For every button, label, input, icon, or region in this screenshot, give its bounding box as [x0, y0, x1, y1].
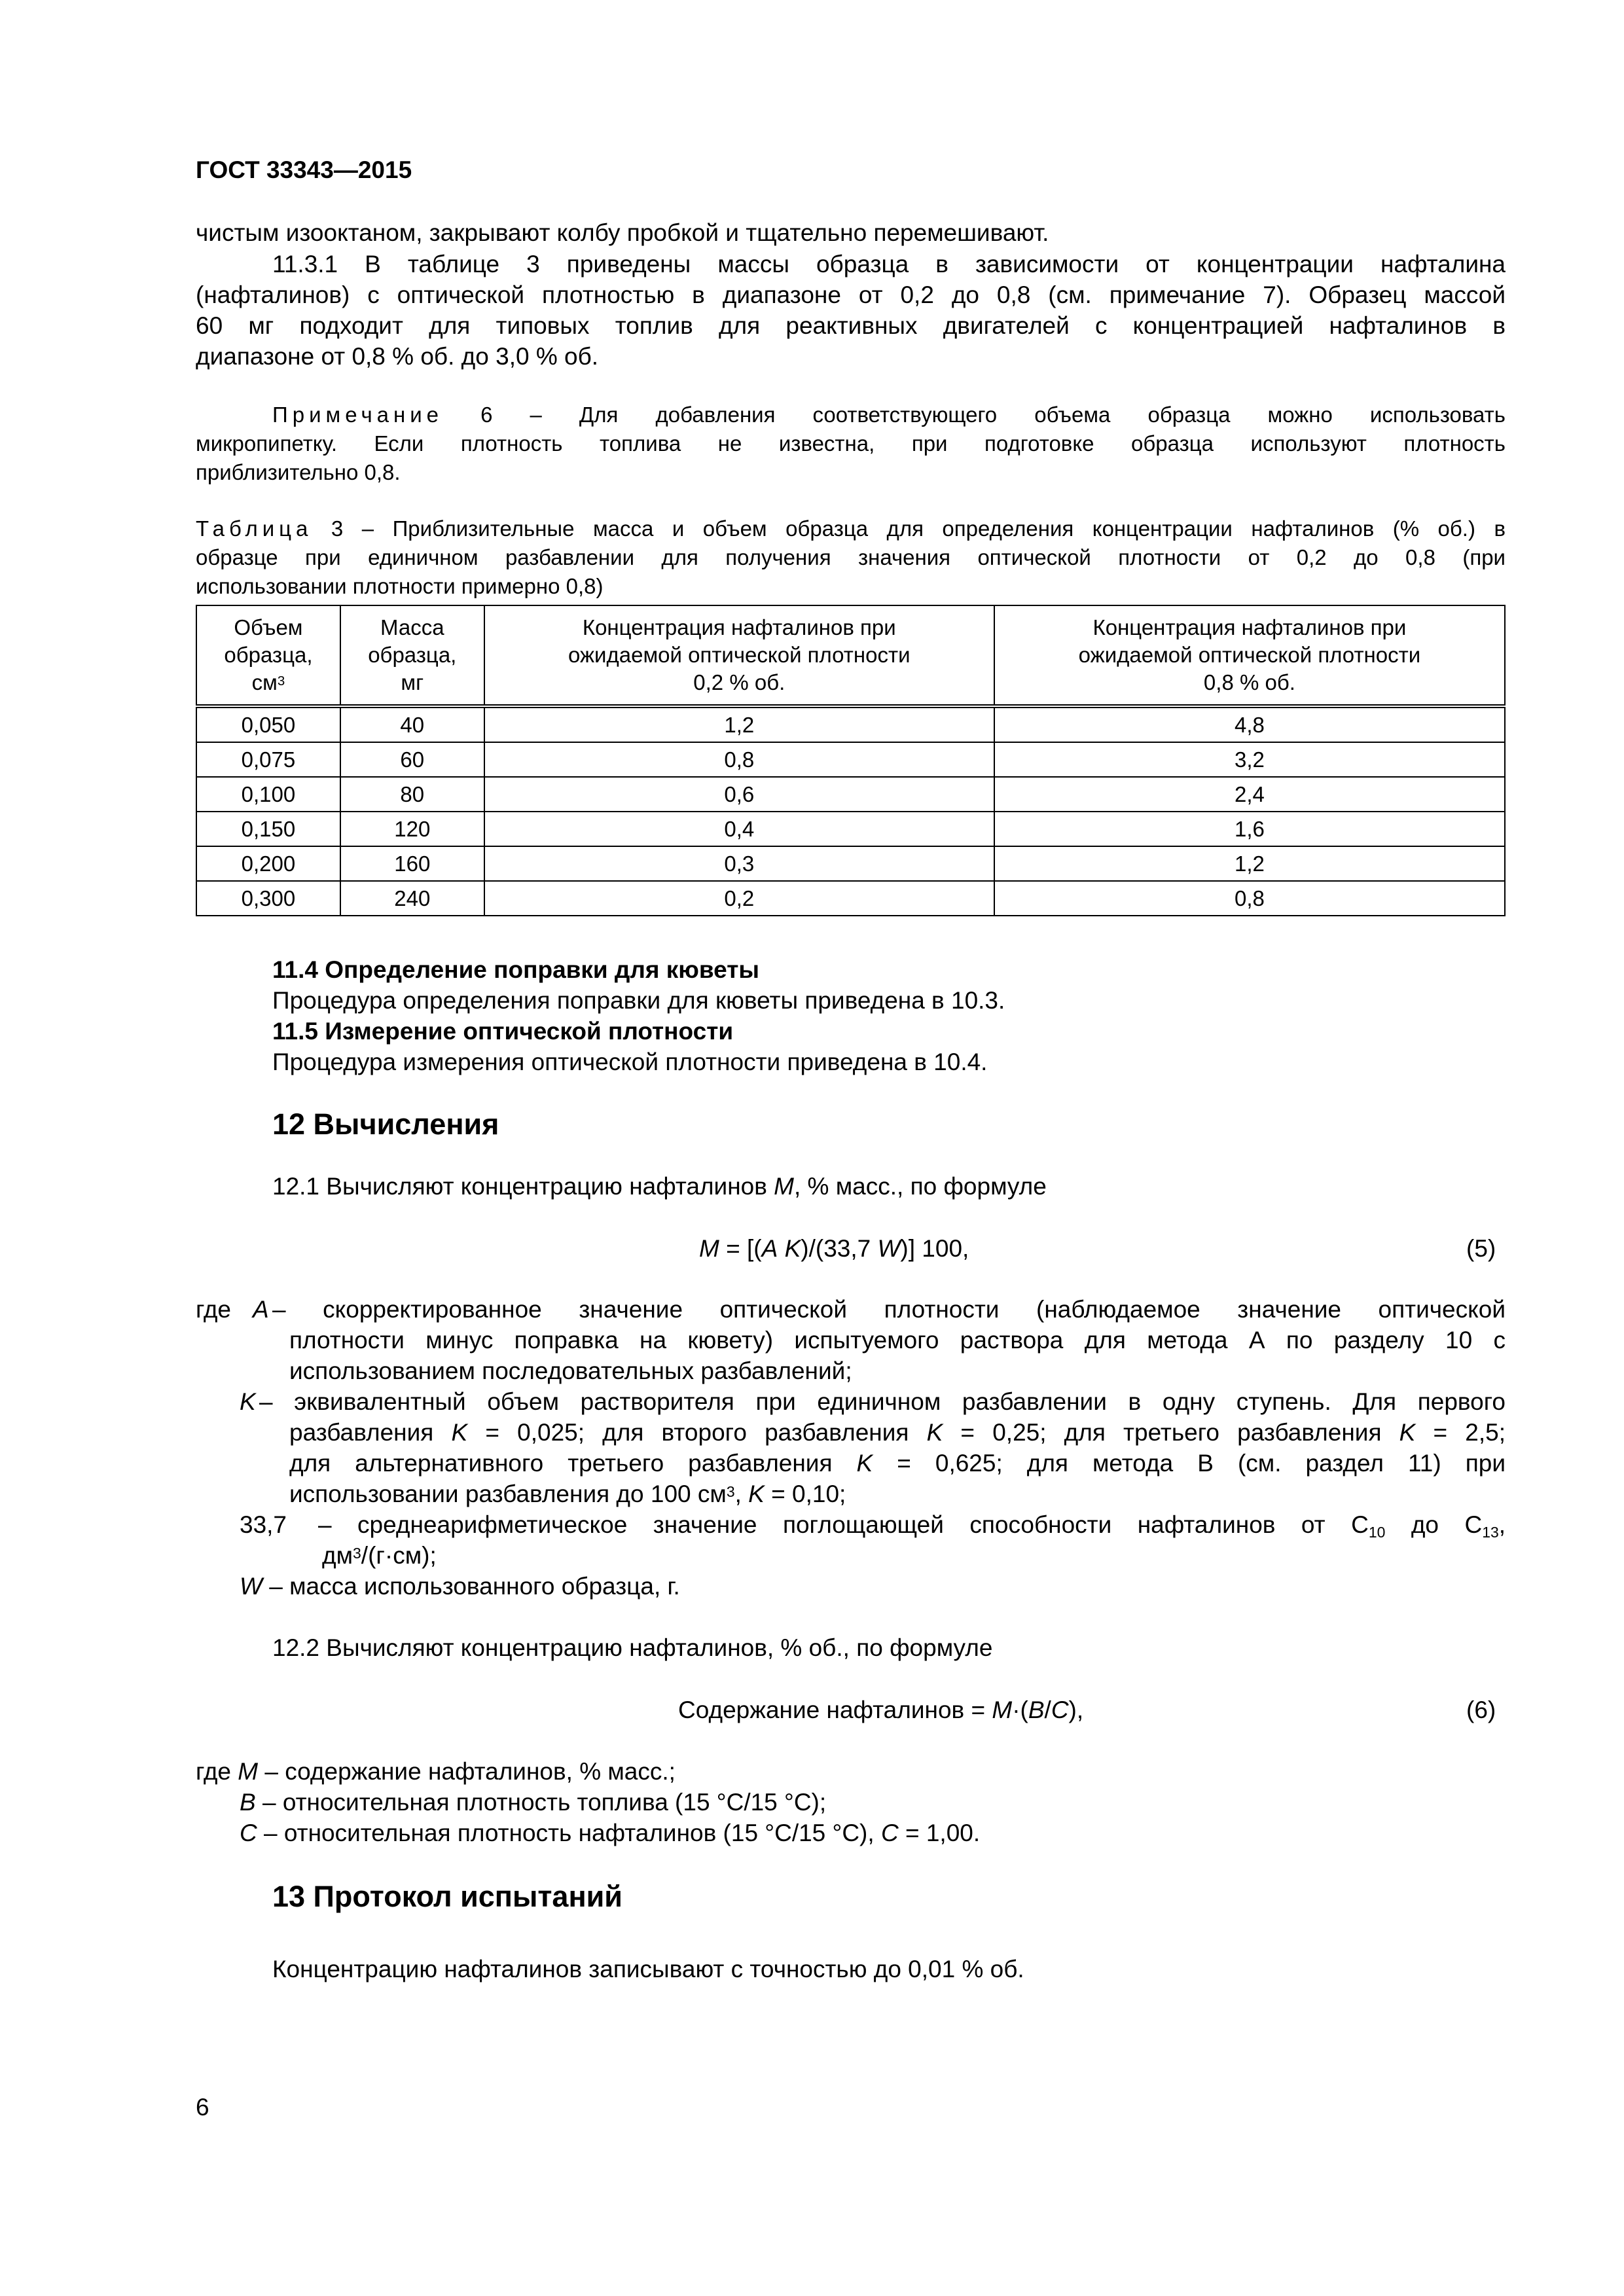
table-cell: 0,100 — [196, 777, 340, 812]
table-row — [196, 777, 1505, 812]
table-cell: 0,075 — [196, 742, 340, 777]
table-cell: 2,4 — [994, 777, 1505, 812]
table-row — [196, 812, 1505, 846]
intro-line: чистым изооктаном, закрывают колбу пробкой и тщательно перемешивают. — [196, 219, 1049, 246]
table-cell: 0,6 — [484, 777, 994, 812]
def-k-line3: для альтернативного третьего разбавления K = 0,625; для метода B (см. раздел 11) при — [289, 1450, 1506, 1477]
def-k-line2: разбавления K = 0,025; для второго разбавления K = 0,25; для третьего разбавления K = 2,5; — [289, 1419, 1506, 1446]
table-row — [196, 706, 1505, 742]
table-row — [196, 742, 1505, 777]
table-cell: 0,8 — [994, 881, 1505, 916]
table-cell: 40 — [340, 706, 484, 742]
note-6-line3: приблизительно 0,8. — [196, 460, 401, 484]
table-label: Таблица — [196, 516, 313, 541]
header-mass: Масса образца, мг — [340, 605, 484, 706]
section-12-heading: 12 Вычисления — [272, 1107, 499, 1141]
def-k-line4: использовании разбавления до 100 $см^3$, K = 0,10; — [289, 1480, 846, 1507]
formula-6: Содержание нафталинов = M·(B/C), — [678, 1696, 1084, 1723]
section-13-text: Концентрацию нафталинов записывают с точностью до 0,01 % об. — [272, 1956, 1024, 1982]
section-11-4-text: Процедура определения поправки для кюветы приведена в 10.3. — [272, 987, 1005, 1014]
table-cell: 0,4 — [484, 812, 994, 846]
def-k-symbol: K — [240, 1388, 256, 1415]
p11-3-1-line3: 60 мг подходит для типовых топлив для реактивных двигателей с концентрацией нафталинов в — [196, 312, 1506, 339]
table-cell: 0,8 — [484, 742, 994, 777]
section-13-heading: 13 Протокол испытаний — [272, 1880, 623, 1913]
p11-3-1-line2: (нафталинов) с оптической плотностью в диапазоне от 0,2 до 0,8 (см. примечание 7). Образец массой — [196, 281, 1506, 308]
table-cell: 0,200 — [196, 846, 340, 881]
table-caption-line2: образце при единичном разбавлении для получения значения оптической плотности от 0,2 до 0,8 (при — [196, 545, 1506, 569]
section-11-5-text: Процедура измерения оптической плотности приведена в 10.4. — [272, 1049, 988, 1075]
document-header: ГОСТ 33343—2015 — [196, 156, 412, 183]
formula-6-number: (6) — [1466, 1696, 1496, 1723]
table-cell: 240 — [340, 881, 484, 916]
def-337-line2: $дм^3/(г\cdot см)$; — [322, 1542, 437, 1569]
table-cell: 0,300 — [196, 881, 340, 916]
def-m: где M – содержание нафталинов, % масс.; — [196, 1758, 676, 1785]
table-cell: 60 — [340, 742, 484, 777]
note-label: Примечание — [272, 403, 444, 427]
table-header-row — [196, 605, 1505, 706]
def-a-line3: использованием последовательных разбавлений; — [289, 1357, 852, 1384]
table-cell: 160 — [340, 846, 484, 881]
p12-2: 12.2 Вычисляют концентрацию нафталинов, % об., по формуле — [272, 1634, 993, 1661]
section-11-4-heading: 11.4 Определение поправки для кюветы — [272, 956, 759, 983]
def-a-line2: плотности минус поправка на кювету) испытуемого раствора для метода А по разделу 10 с — [289, 1327, 1506, 1354]
table-cell: 1,6 — [994, 812, 1505, 846]
table-cell: 0,050 — [196, 706, 340, 742]
page-number: 6 — [196, 2094, 209, 2121]
table-row — [196, 846, 1505, 881]
table-cell: 80 — [340, 777, 484, 812]
def-337-line1: – среднеарифметическое значение поглощающей способности нафталинов от $С_{10}$ до $С_{13}$, — [318, 1511, 1506, 1541]
p11-3-1-line1: 11.3.1 В таблице 3 приведены массы образца в зависимости от концентрации нафталина — [272, 251, 1506, 278]
def-b: B – относительная плотность топлива (15 °C/15 °C); — [240, 1789, 827, 1816]
where-label: где — [196, 1296, 232, 1323]
p11-3-1-line4: диапазоне от 0,8 % об. до 3,0 % об. — [196, 343, 599, 370]
table-cell: 0,150 — [196, 812, 340, 846]
table-row — [196, 881, 1505, 916]
header-volume: Объем образца, $см^3$ — [196, 605, 340, 706]
formula-5-number: (5) — [1466, 1235, 1496, 1262]
def-k-line1: – эквивалентный объем растворителя при единичном разбавлении в одну ступень. Для первого — [259, 1388, 1506, 1415]
def-w: W – масса использованного образца, г. — [240, 1573, 680, 1600]
table-caption-line3: использовании плотности примерно 0,8) — [196, 574, 604, 598]
table-cell: 1,2 — [994, 846, 1505, 881]
table-cell: 0,3 — [484, 846, 994, 881]
header-conc-02: Концентрация нафталинов при ожидаемой оптической плотности 0,2 % об. — [484, 605, 994, 706]
def-a-line1: – скорректированное значение оптической плотности (наблюдаемое значение оптической — [272, 1296, 1506, 1323]
section-11-5-heading: 11.5 Измерение оптической плотности — [272, 1018, 734, 1045]
def-a-symbol: A — [253, 1296, 269, 1323]
header-conc-08: Концентрация нафталинов при ожидаемой оптической плотности 0,8 % об. — [994, 605, 1505, 706]
table-cell: 0,2 — [484, 881, 994, 916]
p12-1: 12.1 Вычисляют концентрацию нафталинов M, % масс., по формуле — [272, 1173, 1047, 1200]
note-6-line1: Примечание 6 – Для добавления соответствующего объема образца можно использовать — [272, 403, 1506, 427]
table-cell: 4,8 — [994, 706, 1505, 742]
def-c: C – относительная плотность нафталинов (15 °C/15 °C), C = 1,00. — [240, 1820, 981, 1846]
def-337-symbol: 33,7 — [240, 1511, 287, 1538]
formula-5: M = [(A K)/(33,7 W)] 100, — [699, 1235, 969, 1262]
table-3 — [196, 605, 1506, 916]
table-cell: 3,2 — [994, 742, 1505, 777]
table-cell: 1,2 — [484, 706, 994, 742]
table-cell: 120 — [340, 812, 484, 846]
table-caption-line1: Таблица 3 – Приблизительные масса и объем образца для определения концентрации нафталинов (% об.) в — [196, 516, 1506, 541]
note-6-line2: микропипетку. Если плотность топлива не известна, при подготовке образца используют плотность — [196, 431, 1506, 456]
